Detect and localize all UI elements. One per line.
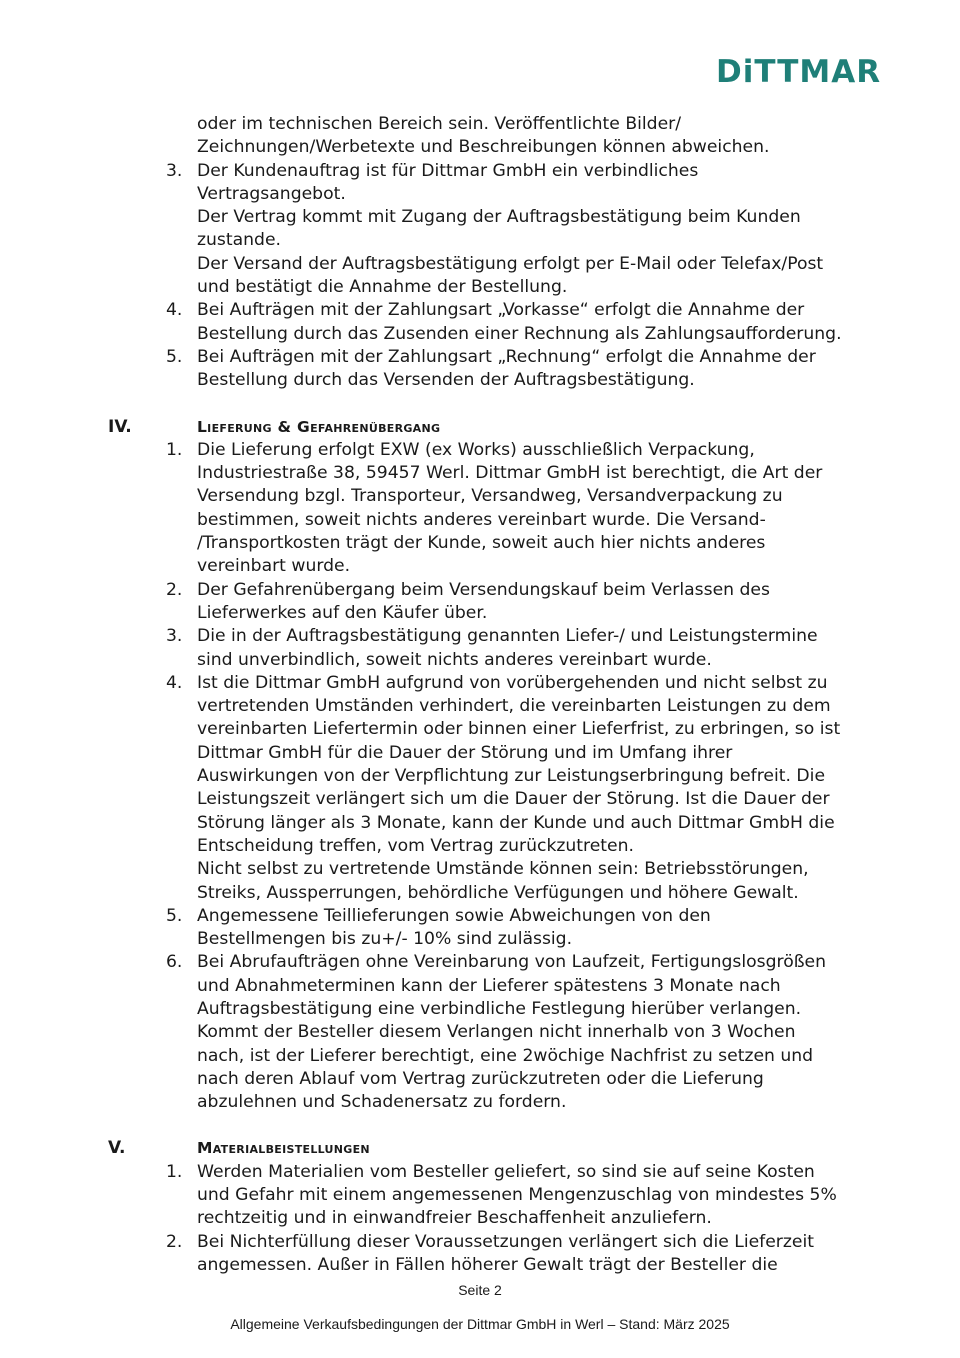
text-line: nach, ist der Lieferer berechtigt, eine 2wöchige Nachfrist zu setzen und (197, 1045, 814, 1066)
text-line: Industriestraße 38, 59457 Werl. Dittmar GmbH ist berechtigt, die Art der (197, 463, 823, 484)
text-line: vereinbarten Liefertermin oder binnen einer Lieferfrist, zu erbringen, so ist (197, 719, 841, 740)
text-line: angemessen. Außer in Fällen höherer Gewalt trägt der Besteller die (197, 1254, 778, 1275)
text-line: Die Lieferung erfolgt EXW (ex Works) ausschließlich Verpackung, (197, 439, 755, 460)
list-item (0, 1231, 887, 1278)
text-line: Angemessene Teillieferungen sowie Abweichungen von den (197, 905, 711, 926)
section-heading-v (0, 1137, 960, 1160)
section-number: V. (108, 1138, 126, 1159)
text-line: und Gefahr mit einem angemessenen Mengenzuschlag von mindestes 5% (197, 1185, 837, 1206)
item-number: 6. (166, 952, 183, 973)
intro-paragraph (197, 113, 897, 160)
text-line: Bei Nichterfüllung dieser Voraussetzungen verlängert sich die Lieferzeit (197, 1231, 814, 1252)
text-line: Vertragsangebot. (197, 183, 346, 204)
text-line: Auswirkungen von der Verpflichtung zur Leistungserbringung befreit. Die (197, 766, 826, 787)
text-line: vereinbart wurde. (197, 556, 351, 577)
text-line: Zeichnungen/Werbetexte und Beschreibungen können abweichen. (197, 137, 770, 158)
text-line: Leistungszeit verlängert sich um die Dauer der Störung. Ist die Dauer der (197, 789, 830, 810)
text-line: sind unverbindlich, soweit nichts anderes vereinbart wurde. (197, 649, 712, 670)
list-item (0, 346, 887, 393)
section-heading-iv (0, 416, 960, 439)
text-line: Lieferwerkes auf den Käufer über. (197, 602, 488, 623)
text-line: Dittmar GmbH für die Dauer der Störung und im Umfang ihrer (197, 742, 733, 763)
item-number: 2. (166, 579, 183, 600)
text-line: Die in der Auftragsbestätigung genannten Liefer-/ und Leistungstermine (197, 626, 818, 647)
text-line: Bestellung durch das Versenden der Auftragsbestätigung. (197, 370, 695, 391)
text-line: Streiks, Aussperrungen, behördliche Verfügungen und höhere Gewalt. (197, 882, 799, 903)
text-line: Kommt der Besteller diesem Verlangen nicht innerhalb von 3 Wochen (197, 1022, 796, 1043)
section-number: IV. (108, 416, 132, 437)
text-line: Ist die Dittmar GmbH aufgrund von vorübergehenden und nicht selbst zu (197, 672, 828, 693)
list-item (0, 905, 887, 952)
list-item (0, 439, 887, 579)
list-item (0, 299, 887, 346)
section-iv-list (0, 439, 960, 1115)
section-iii-list (0, 160, 960, 393)
text-line: zustande. (197, 230, 281, 251)
section-v-list (0, 1161, 960, 1277)
footer-note: Allgemeine Verkaufsbedingungen der Dittmar GmbH in Werl – Stand: März 2025 (230, 1316, 730, 1332)
item-number: 5. (166, 905, 183, 926)
item-number: 1. (166, 1161, 183, 1182)
section-title: Lieferung & Gefahrenübergang (197, 417, 441, 436)
text-line: Versendung bzgl. Transporteur, Versandweg, Versandverpackung zu (197, 486, 783, 507)
text-line: oder im technischen Bereich sein. Veröffentlichte Bilder/ (197, 114, 682, 134)
list-item (0, 579, 887, 626)
text-line: vertretenden Umständen verhindert, die vereinbarten Leistungen zu dem (197, 696, 831, 717)
text-line: Störung länger als 3 Monate, kann der Kunde und auch Dittmar GmbH die (197, 812, 835, 833)
text-line: abzulehnen und Schadenersatz zu fordern. (197, 1092, 567, 1113)
list-item (0, 625, 887, 672)
text-line: Werden Materialien vom Besteller geliefert, so sind sie auf seine Kosten (197, 1161, 815, 1182)
document-body (0, 113, 960, 1277)
text-line: Auftragsbestätigung eine verbindliche Festlegung hierüber verlangen. (197, 998, 802, 1019)
item-number: 5. (166, 346, 183, 367)
item-number: 2. (166, 1231, 183, 1252)
item-number: 4. (166, 672, 183, 693)
text-line: und Abnahmeterminen kann der Lieferer spätestens 3 Monate nach (197, 975, 781, 996)
text-line: Der Kundenauftrag ist für Dittmar GmbH ein verbindliches (197, 160, 699, 181)
text-line: Bei Aufträgen mit der Zahlungsart „Vorkasse“ erfolgt die Annahme der (197, 300, 805, 321)
page-number: Seite 2 (458, 1282, 502, 1298)
item-number: 3. (166, 626, 183, 647)
item-number: 3. (166, 160, 183, 181)
text-line: rechtzeitig und in einwandfreier Beschaffenheit anzuliefern. (197, 1208, 712, 1229)
text-line: Bestellmengen bis zu+/- 10% sind zulässig. (197, 929, 573, 950)
text-line: Bei Aufträgen mit der Zahlungsart „Rechnung“ erfolgt die Annahme der (197, 346, 816, 367)
item-number: 4. (166, 300, 183, 321)
text-line: Bei Abrufaufträgen ohne Vereinbarung von Laufzeit, Fertigungslosgrößen (197, 952, 827, 973)
text-line: Der Versand der Auftragsbestätigung erfolgt per E-Mail oder Telefax/Post (197, 253, 824, 274)
text-line: Nicht selbst zu vertretende Umstände können sein: Betriebsstörungen, (197, 859, 809, 880)
text-line: Der Gefahrenübergang beim Versendungskauf beim Verlassen des (197, 579, 770, 600)
list-item (0, 672, 887, 905)
list-item (0, 1161, 887, 1231)
text-line: /Transportkosten trägt der Kunde, soweit auch hier nichts anderes (197, 533, 766, 554)
item-number: 1. (166, 439, 183, 460)
company-logo: DiTTMAR (716, 54, 882, 90)
text-line: Entscheidung treffen, vom Vertrag zurückzutreten. (197, 835, 634, 856)
text-line: nach deren Ablauf vom Vertrag zurückzutreten oder die Lieferung (197, 1068, 764, 1089)
text-line: Bestellung durch das Zusenden einer Rechnung als Zahlungsaufforderung. (197, 323, 842, 344)
text-line: Der Vertrag kommt mit Zugang der Auftragsbestätigung beim Kunden (197, 207, 801, 228)
list-item (0, 160, 887, 300)
text-line: bestimmen, soweit nichts anderes vereinbart wurde. Die Versand- (197, 509, 766, 530)
text-line: und bestätigt die Annahme der Bestellung. (197, 277, 568, 298)
list-item (0, 951, 887, 1114)
section-title: Materialbeistellungen (197, 1139, 370, 1158)
